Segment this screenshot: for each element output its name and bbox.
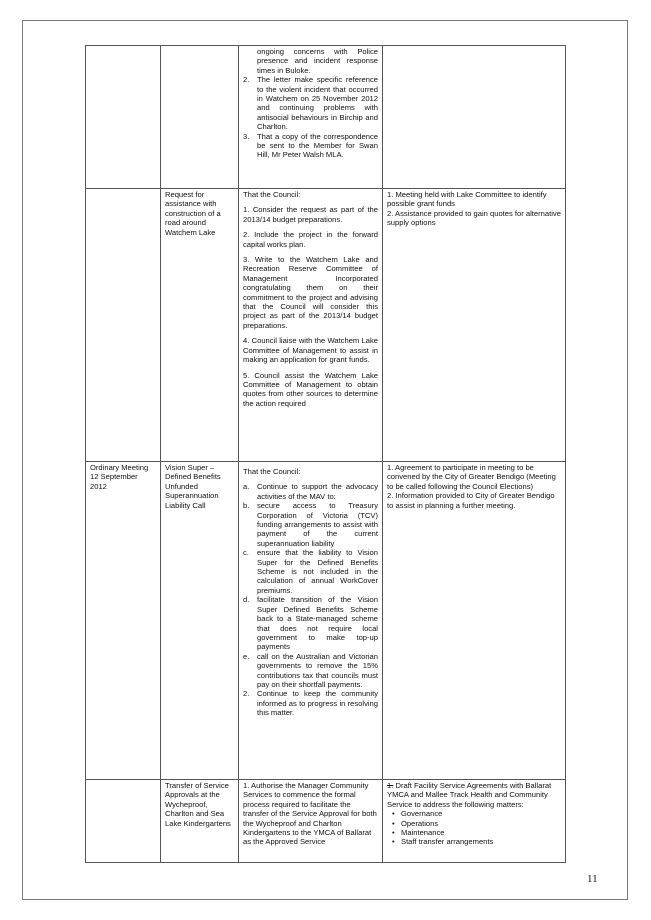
- list-item: • Governance: [401, 809, 561, 818]
- resolution-cell: [239, 780, 383, 863]
- list-item: • Operations: [401, 819, 561, 828]
- action-line: 1. Meeting held with Lake Committee to identify possible grant funds: [387, 190, 547, 209]
- action-cell: [383, 46, 566, 189]
- struck-number: 1.: [387, 781, 394, 790]
- action-line: 1. Agreement to participate in meeting to be convened by the City of Greater Bendigo (Meeting to be called following the Council Elections): [387, 463, 556, 491]
- resolution-cell: [239, 46, 383, 189]
- meeting-cell: [86, 189, 161, 462]
- item-cell: Transfer of Service Approvals at the Wycheproof, Charlton and Sea Lake Kindergartens: [161, 780, 239, 863]
- resolution-paragraph: 4. Council liaise with the Watchem Lake Committee of Management to assist in making an application for grant funds.: [243, 336, 378, 365]
- resolution-cell: [239, 462, 383, 780]
- resolution-item: e. call on the Australian and Victorian governments to remove the 15% contributions tax that councils must pay on their shortfall payments.: [243, 651, 378, 689]
- resolution-paragraph: 2. Include the project in the forward capital works plan.: [243, 230, 378, 249]
- minutes-table: [85, 45, 566, 863]
- resolution-intro: That the Council:: [243, 467, 301, 476]
- list-item: • Maintenance: [401, 828, 561, 837]
- resolution-item: 3. That a copy of the correspondence be sent to the Member for Swan Hill, Mr Peter Walsh MLA.: [243, 131, 378, 160]
- resolution-paragraph: 1. Authorise the Manager Community Services to commence the formal process required to facilitate the transfer of the Service Approval for both the Wycheproof and Charlton Kindergartens to the YMCA of Ballarat as the Approved Service: [243, 781, 377, 847]
- item-cell: [161, 46, 239, 189]
- action-line: 2. Assistance provided to gain quotes for alternative supply options: [387, 208, 561, 228]
- resolution-item: ongoing concerns with Police presence and incident response times in Buloke.: [257, 47, 378, 75]
- action-bullet-list: [387, 809, 561, 847]
- page-number: 11: [587, 873, 598, 885]
- item-cell: Request for assistance with construction of a road around Watchem Lake: [161, 189, 239, 462]
- action-line: 2. Information provided to City of Greater Bendigo to assist in planning a further meeting.: [387, 491, 555, 510]
- table-row: [86, 780, 566, 863]
- item-cell: Vision Super – Defined Benefits Unfunded Superannuation Liability Call: [161, 462, 239, 780]
- resolution-paragraph: 3. Write to the Watchem Lake and Recreation Reserve Committee of Management Incorporated congratulating them on their commitment to the project and advising that the Council will consider this project as part of the 2013/14 budget preparations.: [243, 255, 378, 330]
- resolution-intro: That the Council:: [243, 190, 301, 199]
- resolution-cell: [239, 189, 383, 462]
- resolution-item: b. secure access to Treasury Corporation of Victoria (TCV) funding arrangements to assist with payment of the current superannuation liability: [243, 501, 378, 548]
- action-cell: [383, 462, 566, 780]
- meeting-cell: Ordinary Meeting 12 September 2012: [86, 462, 161, 780]
- resolution-paragraph: 5. Council assist the Watchem Lake Committee of Management to obtain quotes from other sources to determine the action required: [243, 370, 378, 408]
- resolution-item: 2. Continue to keep the community informed as to progress in resolving this matter.: [243, 689, 378, 718]
- table-row: [86, 189, 566, 462]
- resolution-item: c. ensure that the liability to Vision Super for the Defined Benefits Scheme is not included in the calculation of annual WorkCover premiums.: [243, 548, 378, 595]
- resolution-item: 2. The letter make specific reference to the violent incident that occurred in Watchem on 25 November 2012 and continuing problems with antisocial behaviours in Birchip and Charlton.: [243, 75, 378, 132]
- meeting-cell: [86, 780, 161, 863]
- action-cell: [383, 780, 566, 863]
- list-item: • Staff transfer arrangements: [401, 837, 561, 846]
- table-row: [86, 46, 566, 189]
- action-line: 1. Draft Facility Service Agreements with Ballarat YMCA and Mallee Track Health and Community Service to address the following matters:: [387, 781, 552, 809]
- action-cell: [383, 189, 566, 462]
- resolution-item: a. Continue to support the advocacy activities of the MAV to:: [243, 482, 378, 501]
- resolution-item: d. facilitate transition of the Vision Super Defined Benefits Scheme back to a State-managed scheme that does not require local government to make top-up payments: [243, 595, 378, 652]
- resolution-paragraph: 1. Consider the request as part of the 2013/14 budget preparations.: [243, 205, 378, 224]
- meeting-cell: [86, 46, 161, 189]
- table-row: [86, 462, 566, 780]
